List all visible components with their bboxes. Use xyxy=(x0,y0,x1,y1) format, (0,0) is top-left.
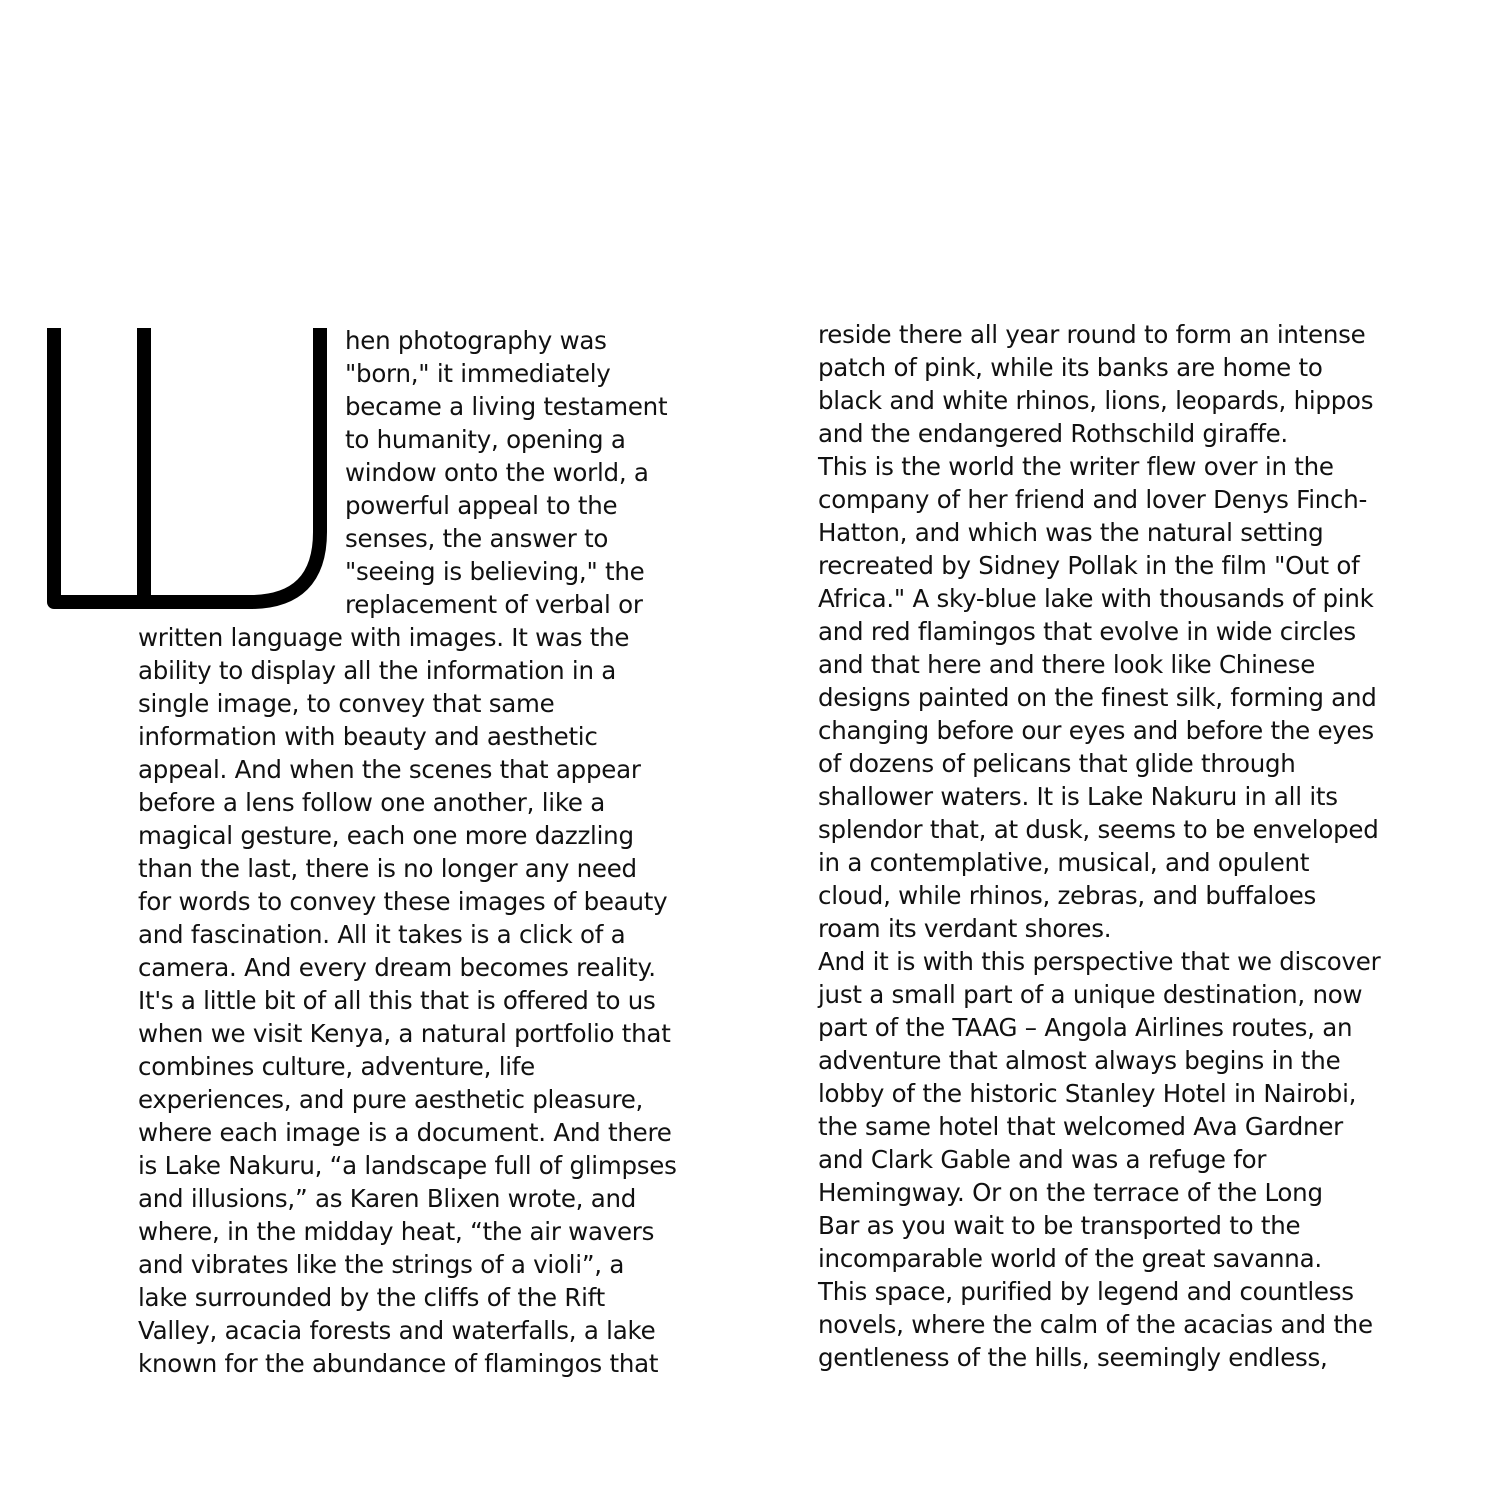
text-line: than the last, there is no longer any need xyxy=(138,854,637,883)
text-line: incomparable world of the great savanna. xyxy=(818,1244,1322,1273)
right-column-body xyxy=(818,318,1380,1374)
text-line: gentleness of the hills, seemingly endless, xyxy=(818,1343,1328,1372)
text-line: lake surrounded by the cliffs of the Rift xyxy=(138,1283,605,1312)
drop-cap-letter-w xyxy=(40,322,340,618)
text-line: when we visit Kenya, a natural portfolio that xyxy=(138,1019,671,1048)
text-line: the same hotel that welcomed Ava Gardner xyxy=(818,1112,1343,1141)
text-line: black and white rhinos, lions, leopards, hippos xyxy=(818,386,1374,415)
text-line: Hemingway. Or on the terrace of the Long xyxy=(818,1178,1323,1207)
text-line: hen photography was xyxy=(345,326,607,355)
text-line: window onto the world, a xyxy=(345,458,649,487)
text-line: known for the abundance of flamingos that xyxy=(138,1349,659,1378)
text-line: and Clark Gable and was a refuge for xyxy=(818,1145,1267,1174)
text-line: powerful appeal to the xyxy=(345,491,618,520)
text-line: recreated by Sidney Pollak in the film "Out of xyxy=(818,551,1360,580)
text-line: "seeing is believing," the xyxy=(345,557,645,586)
text-line: cloud, while rhinos, zebras, and buffaloes xyxy=(818,881,1317,910)
text-line: before a lens follow one another, like a xyxy=(138,788,606,817)
text-line: reside there all year round to form an intense xyxy=(818,320,1366,349)
text-line: for words to convey these images of beauty xyxy=(138,887,668,916)
text-line: Bar as you wait to be transported to the xyxy=(818,1211,1301,1240)
text-line: patch of pink, while its banks are home to xyxy=(818,353,1323,382)
text-line: where each image is a document. And there xyxy=(138,1118,672,1147)
text-line: camera. And every dream becomes reality. xyxy=(138,953,656,982)
text-line: shallower waters. It is Lake Nakuru in all its xyxy=(818,782,1338,811)
text-line: adventure that almost always begins in the xyxy=(818,1046,1341,1075)
text-line: became a living testament xyxy=(345,392,668,421)
text-line: where, in the midday heat, “the air wavers xyxy=(138,1217,655,1246)
text-line: Hatton, and which was the natural setting xyxy=(818,518,1324,547)
text-line: changing before our eyes and before the eyes xyxy=(818,716,1374,745)
text-line: And it is with this perspective that we discover xyxy=(818,947,1381,976)
text-line: This space, purified by legend and countless xyxy=(818,1277,1354,1306)
text-line: replacement of verbal or xyxy=(345,590,643,619)
text-line: It's a little bit of all this that is offered to us xyxy=(138,986,656,1015)
text-line: is Lake Nakuru, “a landscape full of glimpses xyxy=(138,1151,677,1180)
text-line: part of the TAAG – Angola Airlines routes, an xyxy=(818,1013,1353,1042)
text-line: novels, where the calm of the acacias and the xyxy=(818,1310,1373,1339)
text-line: and illusions,” as Karen Blixen wrote, and xyxy=(138,1184,637,1213)
text-line: roam its verdant shores. xyxy=(818,914,1112,943)
text-line: of dozens of pelicans that glide through xyxy=(818,749,1296,778)
text-line: senses, the answer to xyxy=(345,524,609,553)
text-line: This is the world the writer flew over in the xyxy=(818,452,1334,481)
text-line: Valley, acacia forests and waterfalls, a lake xyxy=(138,1316,656,1345)
text-line: in a contemplative, musical, and opulent xyxy=(818,848,1310,877)
text-line: "born," it immediately xyxy=(345,359,611,388)
text-line: Africa." A sky-blue lake with thousands of pink xyxy=(818,584,1374,613)
text-line: information with beauty and aesthetic xyxy=(138,722,598,751)
left-column-body xyxy=(138,621,677,1380)
text-line: to humanity, opening a xyxy=(345,425,626,454)
text-line: company of her friend and lover Denys Finch- xyxy=(818,485,1368,514)
text-line: experiences, and pure aesthetic pleasure, xyxy=(138,1085,644,1114)
text-line: ability to display all the information in a xyxy=(138,656,617,685)
text-line: combines culture, adventure, life xyxy=(138,1052,536,1081)
text-line: designs painted on the finest silk, forming and xyxy=(818,683,1377,712)
text-line: just a small part of a unique destination, now xyxy=(818,980,1363,1009)
text-line: single image, to convey that same xyxy=(138,689,555,718)
text-line: appeal. And when the scenes that appear xyxy=(138,755,641,784)
text-line: and the endangered Rothschild giraffe. xyxy=(818,419,1288,448)
text-line: splendor that, at dusk, seems to be enveloped xyxy=(818,815,1379,844)
text-line: magical gesture, each one more dazzling xyxy=(138,821,634,850)
text-line: lobby of the historic Stanley Hotel in Nairobi, xyxy=(818,1079,1357,1108)
text-line: written language with images. It was the xyxy=(138,623,630,652)
text-line: and vibrates like the strings of a violi”, a xyxy=(138,1250,625,1279)
text-line: and fascination. All it takes is a click of a xyxy=(138,920,626,949)
text-line: and that here and there look like Chinese xyxy=(818,650,1316,679)
text-line: and red flamingos that evolve in wide circles xyxy=(818,617,1356,646)
left-column-beside-drop-cap xyxy=(345,324,667,621)
